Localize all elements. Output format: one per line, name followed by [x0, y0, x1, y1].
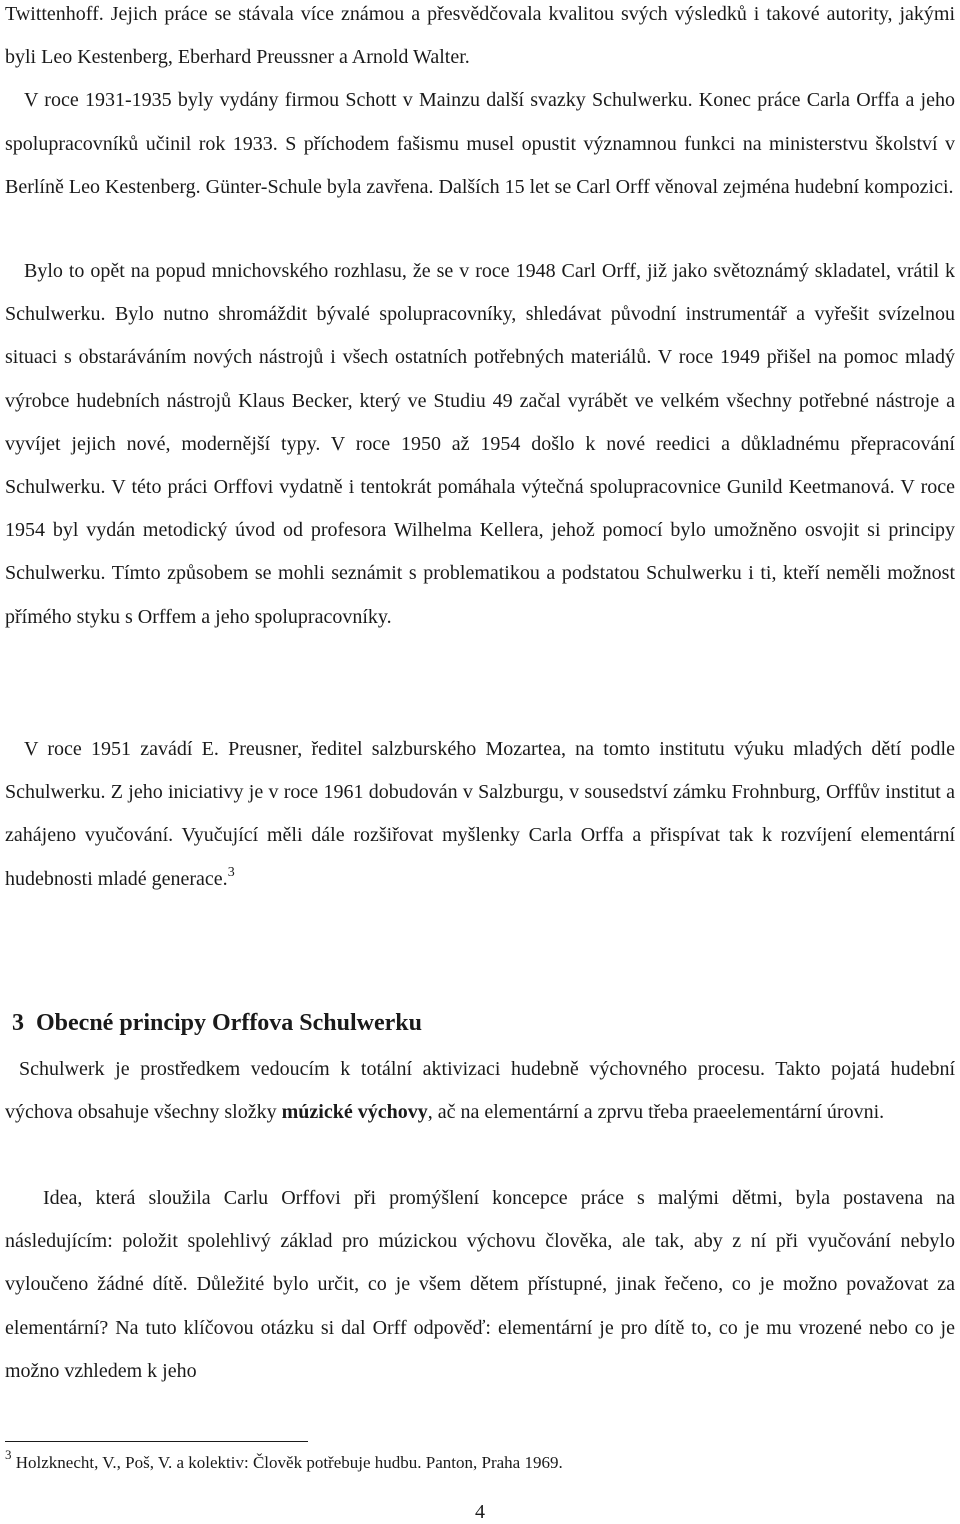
footnote-number: 3 — [5, 1447, 12, 1462]
footnote-reference: 3 — [227, 864, 235, 880]
paragraph-2: V roce 1931-1935 byly vydány firmou Schott v Mainzu další svazky Schulwerku. Konec práce Carla Orffa a jeho spolupracovníků učinil rok 1933. S příchodem fašismu musel opustit významnou funkci na ministerstvu školství v Berlíně Leo Kestenberg. Günter-Schule byla zavřena. Dalších 15 let se Carl Orff věnoval zejména hudební kompozici. — [5, 89, 955, 198]
paragraph-3: Bylo to opět na popud mnichovského rozhlasu, že se v roce 1948 Carl Orff, již jako světoznámý skladatel, vrátil k Schulwerku. Bylo nutno shromáždit bývalé spolupracovníky, shledávat původní instrumentář a vyřešit svízelnou situaci s obstaráváním nových nástrojů i všech ostatních potřebných materiálů. V roce 1949 přišel na pomoc mladý výrobce hudebních nástrojů Klaus Becker, který ve Studiu 49 začal vyrábět ve velkém všechny potřebné nástroje a vyvíjet jejich nové, modernější typy. V roce 1950 až 1954 došlo k nové reedici a důkladnému přepracování Schulwerku. V této práci Orffovi vydatně i tentokrát pomáhala výtečná spolupracovnice Gunild Keetmanová. V roce 1954 byl vydán metodický úvod od profesora Wilhelma Kellera, jehož pomocí bylo umožněno osvojit si principy Schulwerku. Tímto způsobem se mohli seznámit s problematikou a podstatou Schulwerku i ti, kteří neměli možnost přímého styku s Orffem a jeho spolupracovníky. — [5, 260, 955, 628]
paragraph-5-bold: múzické výchovy — [281, 1101, 428, 1124]
text-block-1 — [5, 0, 955, 209]
text-block-4 — [5, 1048, 955, 1134]
section-number: 3 — [12, 1010, 24, 1036]
paragraph-6: Idea, která sloužila Carlu Orffovi při promýšlení koncepce práce s malými dětmi, byla postavena na následujícím: položit spolehlivý základ pro múzickou výchovu člověka, ale tak, aby z ní při vyučování nebylo vyloučeno žádné dítě. Důležité bylo určit, co je všem dětem přístupné, jinak řečeno, co je možno považovat za elementární? Na tuto klíčovou otázku si dal Orff odpověď: elementární je pro dítě to, co je mu vrozené nebo co je možno vzhledem k jeho — [5, 1187, 955, 1382]
paragraph-1: Twittenhoff. Jejich práce se stávala více známou a přesvědčovala kvalitou svých výsledků i takové autority, jakými byli Leo Kestenberg, Eberhard Preussner a Arnold Walter. — [5, 3, 955, 69]
paragraph-5-end: , ač na elementární a zprvu třeba praeelementární úrovni. — [427, 1101, 885, 1124]
footnote-separator — [5, 1441, 308, 1442]
text-block-5 — [5, 1177, 955, 1393]
footnote — [5, 1447, 563, 1475]
text-block-3 — [5, 728, 955, 901]
paragraph-5 — [5, 1048, 955, 1134]
paragraph-5-start: Schulwerk je prostředkem vedoucím k totální aktivizaci hudebně výchovného procesu. Takto pojatá hudební výchova obsahuje všechny složky — [5, 1058, 955, 1124]
page-number: 4 — [475, 1501, 485, 1523]
text-block-2 — [5, 250, 955, 639]
footnote-text: Holzknecht, V., Poš, V. a kolektiv: Člověk potřebuje hudbu. Panton, Praha 1969. — [15, 1453, 563, 1472]
paragraph-4-text: V roce 1951 zavádí E. Preusner, ředitel salzburského Mozartea, na tomto institutu výuku mladých dětí podle Schulwerku. Z jeho iniciativy je v roce 1961 dobudován v Salzburgu, v sousedství zámku Frohnburg, Orffův institut a zahájeno vyučování. Vyučující měli dále rozšiřovat myšlenky Carla Orffa a přispívat tak k rozvíjení elementární hudebnosti mladé generace. — [5, 738, 955, 890]
paragraph-4 — [5, 728, 955, 901]
section-title: Obecné principy Orffova Schulwerku — [36, 1010, 423, 1036]
section-heading — [12, 1003, 422, 1043]
